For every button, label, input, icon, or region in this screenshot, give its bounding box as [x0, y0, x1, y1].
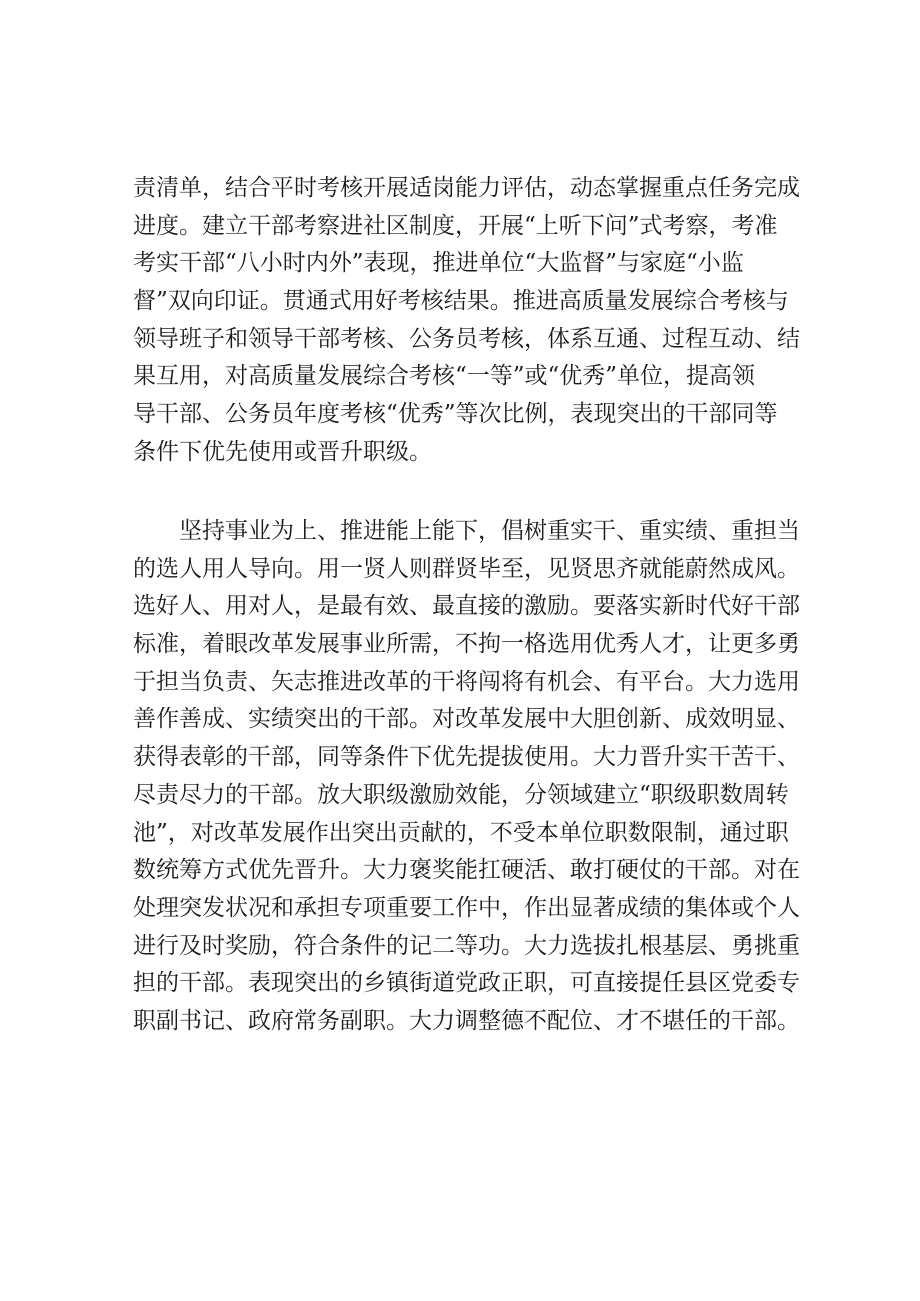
text-line: 领导班子和领导干部考核、公务员考核，体系互通、过程互动、结 — [133, 325, 800, 352]
text-line: 果互用，对高质量发展综合考核“一等”或“优秀”单位，提高领 — [133, 363, 756, 390]
text-line: 选好人、用对人，是最有效、最直接的激励。要落实新时代好干部 — [133, 593, 800, 620]
text-line: 进度。建立干部考察进社区制度，开展“上听下问”式考察，考准 — [133, 212, 778, 239]
text-line: 督”双向印证。贯通式用好考核结果。推进高质量发展综合考核与 — [133, 288, 789, 315]
text-line: 标准，着眼改革发展事业所需，不拘一格选用优秀人才，让更多勇 — [133, 631, 800, 658]
text-line: 职副书记、政府常务副职。大力调整德不配位、才不堪任的干部。 — [133, 1007, 800, 1034]
text-line: 数统筹方式优先晋升。大力褒奖能扛硬活、敢打硬仗的干部。对在 — [133, 857, 800, 884]
text-line: 担的干部。表现突出的乡镇街道党政正职，可直接提任县区党委专 — [133, 970, 800, 997]
paragraph-2 — [133, 513, 803, 1041]
text-line: 尽责尽力的干部。放大职级激励效能，分领域建立“职级职数周转 — [133, 781, 789, 808]
paragraph-1 — [133, 170, 803, 472]
text-line: 的选人用人导向。用一贤人则群贤毕至，见贤思齐就能蔚然成风。 — [133, 555, 800, 582]
text-line: 池”，对改革发展作出突出贡献的，不受本单位职数限制，通过职 — [133, 819, 789, 846]
text-line: 条件下优先使用或晋升职级。 — [133, 438, 432, 465]
text-line: 获得表彰的干部，同等条件下优先提拔使用。大力晋升实干苦干、 — [133, 744, 800, 771]
text-line: 考实干部“八小时内外”表现，推进单位“大监督”与家庭“小监 — [133, 250, 744, 277]
text-line: 进行及时奖励，符合条件的记二等功。大力选拔扎根基层、勇挑重 — [133, 932, 800, 959]
text-line: 善作善成、实绩突出的干部。对改革发展中大胆创新、成效明显、 — [133, 706, 800, 733]
text-line: 坚持事业为上、推进能上能下，倡树重实干、重实绩、重担当 — [133, 518, 800, 544]
text-line: 责清单，结合平时考核开展适岗能力评估，动态掌握重点任务完成 — [133, 175, 800, 201]
text-line: 处理突发状况和承担专项重要工作中，作出显著成绩的集体或个人 — [133, 894, 800, 921]
text-line: 于担当负责、矢志推进改革的干将闯将有机会、有平台。大力选用 — [133, 668, 800, 695]
text-line: 导干部、公务员年度考核“优秀”等次比例，表现突出的干部同等 — [133, 401, 778, 428]
